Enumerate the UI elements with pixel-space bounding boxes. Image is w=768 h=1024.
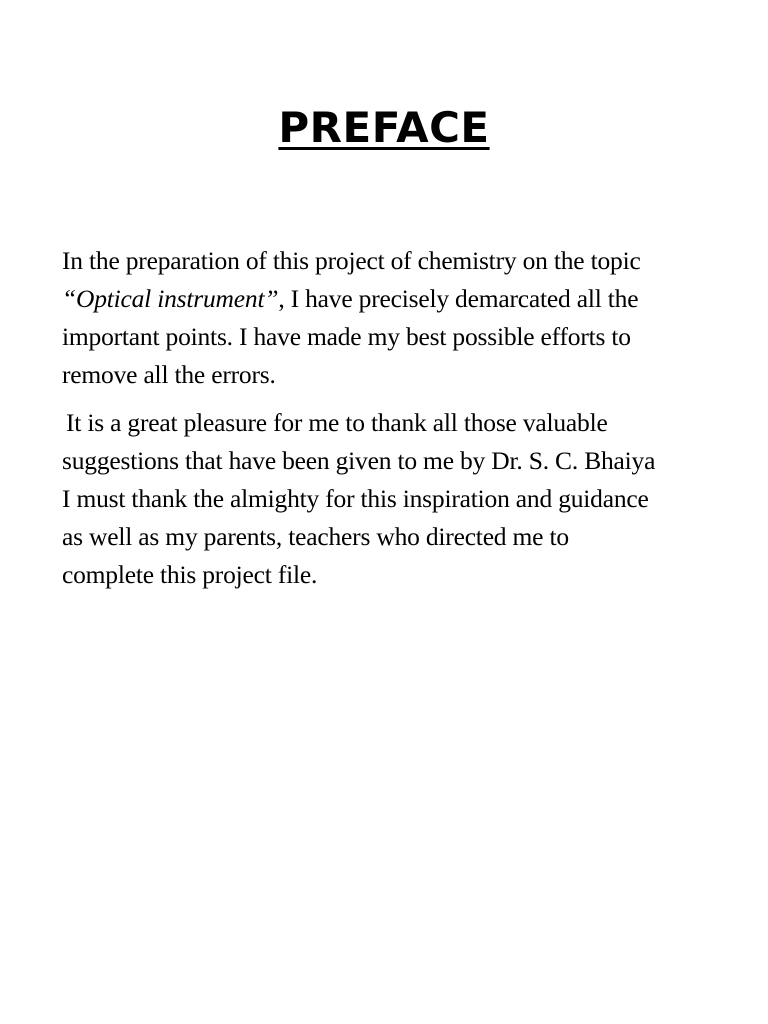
- paragraph-2-line-1: It is a great pleasure for me to thank all those valuable: [66, 408, 608, 437]
- paragraph-2-line-5: complete this project file.: [62, 560, 318, 589]
- preface-paragraph-2: [62, 404, 732, 594]
- paragraph-2-line-3: I must thank the almighty for this inspiration and guidance: [62, 484, 649, 513]
- preface-paragraph-1: [62, 242, 732, 394]
- paragraph-2-line-2: suggestions that have been given to me by Dr. S. C. Bhaiya: [62, 446, 656, 475]
- topic-title: “Optical instrument”: [62, 284, 279, 313]
- paragraph-1-line-2: [62, 280, 732, 318]
- paragraph-1-line-2-rest: , I have precisely demarcated all the: [278, 284, 639, 313]
- page-title: PREFACE: [278, 103, 490, 152]
- paragraph-1-line-4: remove all the errors.: [62, 360, 276, 389]
- paragraph-2-line-4: as well as my parents, teachers who directed me to: [62, 522, 569, 551]
- paragraph-1-line-3: important points. I have made my best possible efforts to: [62, 322, 631, 351]
- paragraph-1-line-1: In the preparation of this project of chemistry on the topic: [62, 246, 641, 275]
